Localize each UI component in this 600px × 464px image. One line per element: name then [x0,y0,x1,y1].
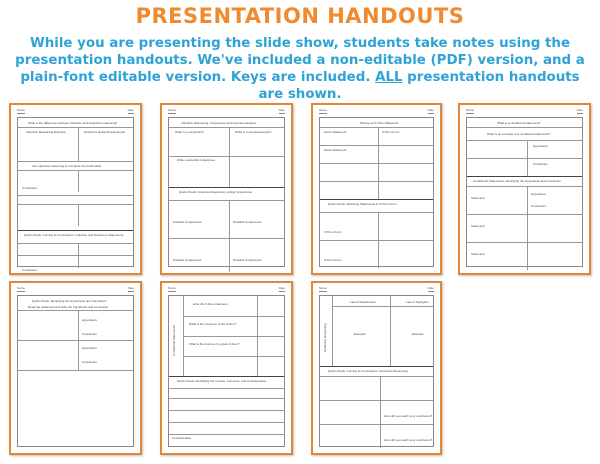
sheet-prompt-3: Given Statement [324,148,347,152]
handout-sheet-2[interactable] [160,103,293,275]
handout-sheet-1[interactable] [9,103,142,275]
sheet-prompt-1: Inductive Reasoning Example [26,130,66,134]
name-label: Name [466,108,475,112]
name-label: Name [319,108,328,112]
sheet-prompt-6: Conclusion: [22,268,38,272]
sheet-header [319,108,434,114]
name-label: Name [319,286,328,290]
date-label: Date [127,108,134,112]
sheet-prompt-5: How did you reach your conclusion? [384,414,433,418]
sheet-header [168,108,285,114]
sheet-prompt-9: Statement [471,252,485,256]
sheet-body [319,295,434,447]
sheet-prompt-4: Quick Check: Rewriting Statements in If-Then Form [328,202,397,206]
sheet-prompt-6: Example [412,332,424,336]
sheet-prompt-5: Statement [471,196,485,200]
sheet-prompt-7: Possible Conjectures: [173,258,203,262]
sheet-prompt-1: write the If-then statement [193,302,228,306]
sheet-prompt-3: Conclusion [533,162,548,166]
sheet-prompt-3: What is the inverse of a given If-then? [189,342,240,346]
sheet-prompt-7: Conclusion [531,204,546,208]
name-label: Name [17,286,26,290]
sheet-side-label: Conditional Statements [172,324,176,356]
sheet-header [17,286,134,292]
sheet-body [17,117,134,272]
sheet-header [319,286,434,292]
sheet-prompt-6: Possible Conjectures: [233,220,263,224]
sheet-header [466,108,583,114]
sheet-title: Inductive Reasoning: Conjectures and Counterexamples [181,121,257,125]
sheet-body [466,117,583,267]
sheet-body [168,295,285,447]
sheet-title: Quick Check: Identifying the Hypothesis and Conclusion [32,299,107,303]
sheet-prompt-1: What is an example of a conditional statement? [487,132,551,136]
subtitle-emphasis: ALL [375,70,403,85]
sheet-prompt-1: Given Statement [324,130,347,134]
sheet-prompt-2: If-Then Form [382,130,400,134]
name-label: Name [168,286,177,290]
date-label: Date [427,286,434,290]
sheet-body [168,117,285,267]
date-label: Date [427,108,434,112]
sheet-prompt-4: Quick Check: Coming to Conclusions: Deductive Reasoning [328,369,408,373]
sheet-prompt-2: Deductive Reasoning Example [84,130,126,134]
sheet-prompt-4: Quick Check: Coming to Conclusions: Inductive and Deductive Statements [24,233,124,237]
handout-sheet-7[interactable] [311,281,442,455]
sheet-prompt-3: Example [354,332,366,336]
sheet-body [17,295,134,447]
date-label: Date [576,108,583,112]
sheet-header [17,108,134,114]
sheet-prompt-3: Conclusion [82,332,97,336]
sheet-title: What is a conditional statement? [497,121,541,125]
sheet-prompt-5: Contrapositive [172,436,192,440]
sheet-prompt-4: Quick Check: Identifying the Inverse, Converse, and Contrapositive [177,379,267,383]
handout-sheet-3[interactable] [311,103,442,275]
sheet-body [319,117,434,267]
sheet-title: Writing an If-Then Statement [360,121,399,125]
name-label: Name [168,108,177,112]
subtitle-part-2: presentation handouts are shown. [258,70,580,102]
sheet-prompt-5: If-Then Form [324,230,342,234]
date-label: Date [127,286,134,290]
subtitle-part-1: While you are presenting the slide show, students take notes using the presentation handouts. We've included a non-editable (PDF) version, and a plain-font editable version. Keys are included. [15,36,585,85]
sheet-prompt-5: Possible Conjectures: [173,220,203,224]
sheet-prompt-2: Law of Syllogism [406,300,429,304]
sheet-prompt-1: What is a conjecture? [175,130,204,134]
sheet-prompt-3: Use inductive reasoning to complete the fourth table [32,164,102,168]
sheet-prompt-4: Quick Check: Inductive Reasoning: writing Conjectures [179,190,253,194]
sheet-prompt-6: Hypothesis [531,192,546,196]
handout-sheet-6[interactable] [160,281,293,455]
sheet-prompt-5: Conclusion: [22,186,38,190]
sheet-prompt-1: Read the statement and write the hypothesis and conclusion [28,305,109,309]
headline: PRESENTATION HANDOUTS [135,4,465,28]
sheet-prompt-8: Possible Conjectures: [233,258,263,262]
sheet-header [168,286,285,292]
date-label: Date [278,108,285,112]
sheet-prompt-5: Conclusion [82,360,97,364]
sheet-prompt-2: Hypothesis [533,144,548,148]
sheet-prompt-2: What is the converse of the If-then? [189,322,237,326]
sheet-prompt-4: Hypothesis [82,346,97,350]
sheet-prompt-2: Hypothesis [82,318,97,322]
sheet-prompt-8: Statement [471,224,485,228]
handout-sheet-5[interactable] [9,281,142,455]
sheet-title: What is the difference between Inductive and deductive reasoning? [28,121,118,125]
sheet-prompt-1: Law of Detachment [350,300,376,304]
sheet-prompt-6: If-Then Form [324,258,342,262]
sheet-prompt-7: How did you reach your conclusion? [384,438,433,442]
sheet-side-label: Deductive Reasoning [323,323,327,352]
date-label: Date [278,286,285,290]
handout-sheet-4[interactable] [458,103,591,275]
sheet-prompt-2: What is a counterexample? [235,130,272,134]
sheet-prompt-4: Conditional Statements: identifying the Hypothesis and conclusion [473,179,561,183]
subtitle [8,35,592,103]
sheet-prompt-3: Write counterfeit conjectures [177,158,215,162]
name-label: Name [17,108,26,112]
